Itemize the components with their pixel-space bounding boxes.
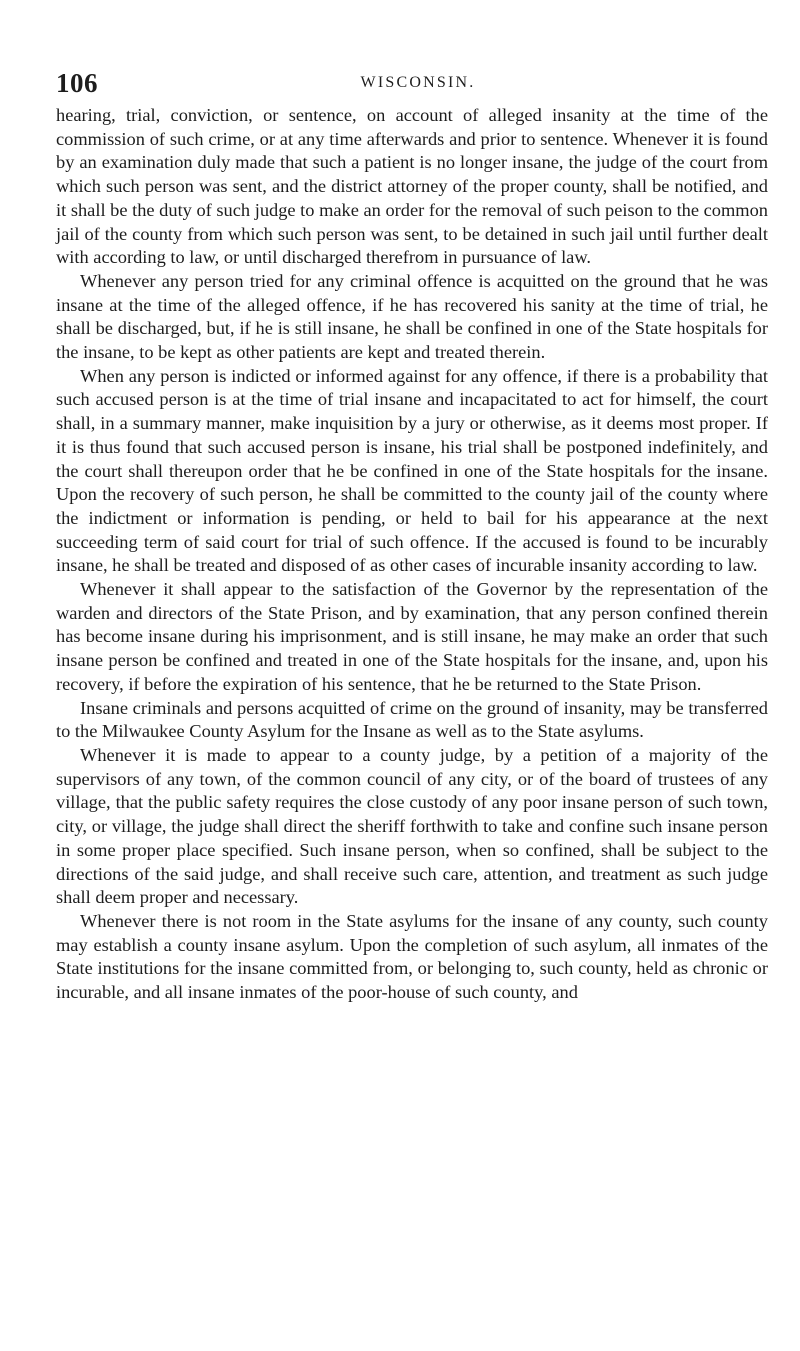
page-header <box>56 0 768 104</box>
paragraph: Whenever it is made to appear to a county judge, by a petition of a majority of the supervisors of any town, of the common council of any city, or of the board of trustees of any village, that the public safety requires the close custody of any poor insane person of such town, city, or village, the judge shall direct the sheriff forthwith to take and confine such insane person in some proper place specified. Such insane person, when so confined, shall be subject to the directions of the said judge, and shall receive such care, attention, and treatment as such judge shall deem proper and necessary. <box>56 744 768 908</box>
page-number: 106 <box>56 68 98 98</box>
paragraph: Whenever it shall appear to the satisfaction of the Governor by the representation of the warden and directors of the State Prison, and by examination, that any person confined therein has become insane during his imprisonment, and is still insane, he may make an order that such insane person be confined and treated in one of the State hospitals for the insane, and, upon his recovery, if before the expiration of his sentence, that he be returned to the State Prison. <box>56 579 768 694</box>
paragraph: hearing, trial, conviction, or sentence, on account of alleged insanity at the time of the commission of such crime, or at any time afterwards and prior to sentence. Whenever it is found by an examination duly made that such a patient is no longer insane, the judge of the court from which such person was sent, and the district attorney of the proper county, shall be notified, and it shall be the duty of such judge to make an order for the removal of such peison to the common jail of the county from which such person was sent, to be detained in such jail until further dealt with according to law, or until discharged therefrom in pursuance of law. <box>56 105 768 268</box>
body-text <box>56 104 768 1005</box>
document-page <box>56 0 768 1005</box>
paragraph: Insane criminals and persons acquitted of crime on the ground of insanity, may be transferred to the Milwaukee County Asylum for the Insane as well as to the State asylums. <box>56 697 768 742</box>
running-head: WISCONSIN. <box>360 74 476 91</box>
paragraph: Whenever there is not room in the State asylums for the insane of any county, such county may establish a county insane asylum. Upon the completion of such asylum, all inmates of the State institutions for the insane committed from, or belonging to, such county, held as chronic or incurable, and all insane inmates of the poor-house of such county, and <box>56 910 768 1003</box>
paragraph: Whenever any person tried for any criminal offence is acquitted on the ground that he was insane at the time of the alleged offence, if he has recovered his sanity at the time of trial, he shall be discharged, but, if he is still insane, he shall be confined in one of the State hospitals for the insane, to be kept as other patients are kept and treated therein. <box>56 270 768 363</box>
paragraph: When any person is indicted or informed against for any offence, if there is a probability that such accused person is at the time of trial insane and incapacitated to act for himself, the court shall, in a summary manner, make inquisition by a jury or otherwise, as it deems most proper. If it is thus found that such accused person is insane, his trial shall be postponed indefinitely, and the court shall thereupon order that he be confined in one of the State hospitals for the insane. Upon the recovery of such person, he shall be committed to the county jail of the county where the indictment or information is pending, or held to bail for his appearance at the next succeeding term of said court for trial of such offence. If the accused is found to be incurably insane, he shall be treated and disposed of as other cases of incurable insanity according to law. <box>56 365 768 576</box>
